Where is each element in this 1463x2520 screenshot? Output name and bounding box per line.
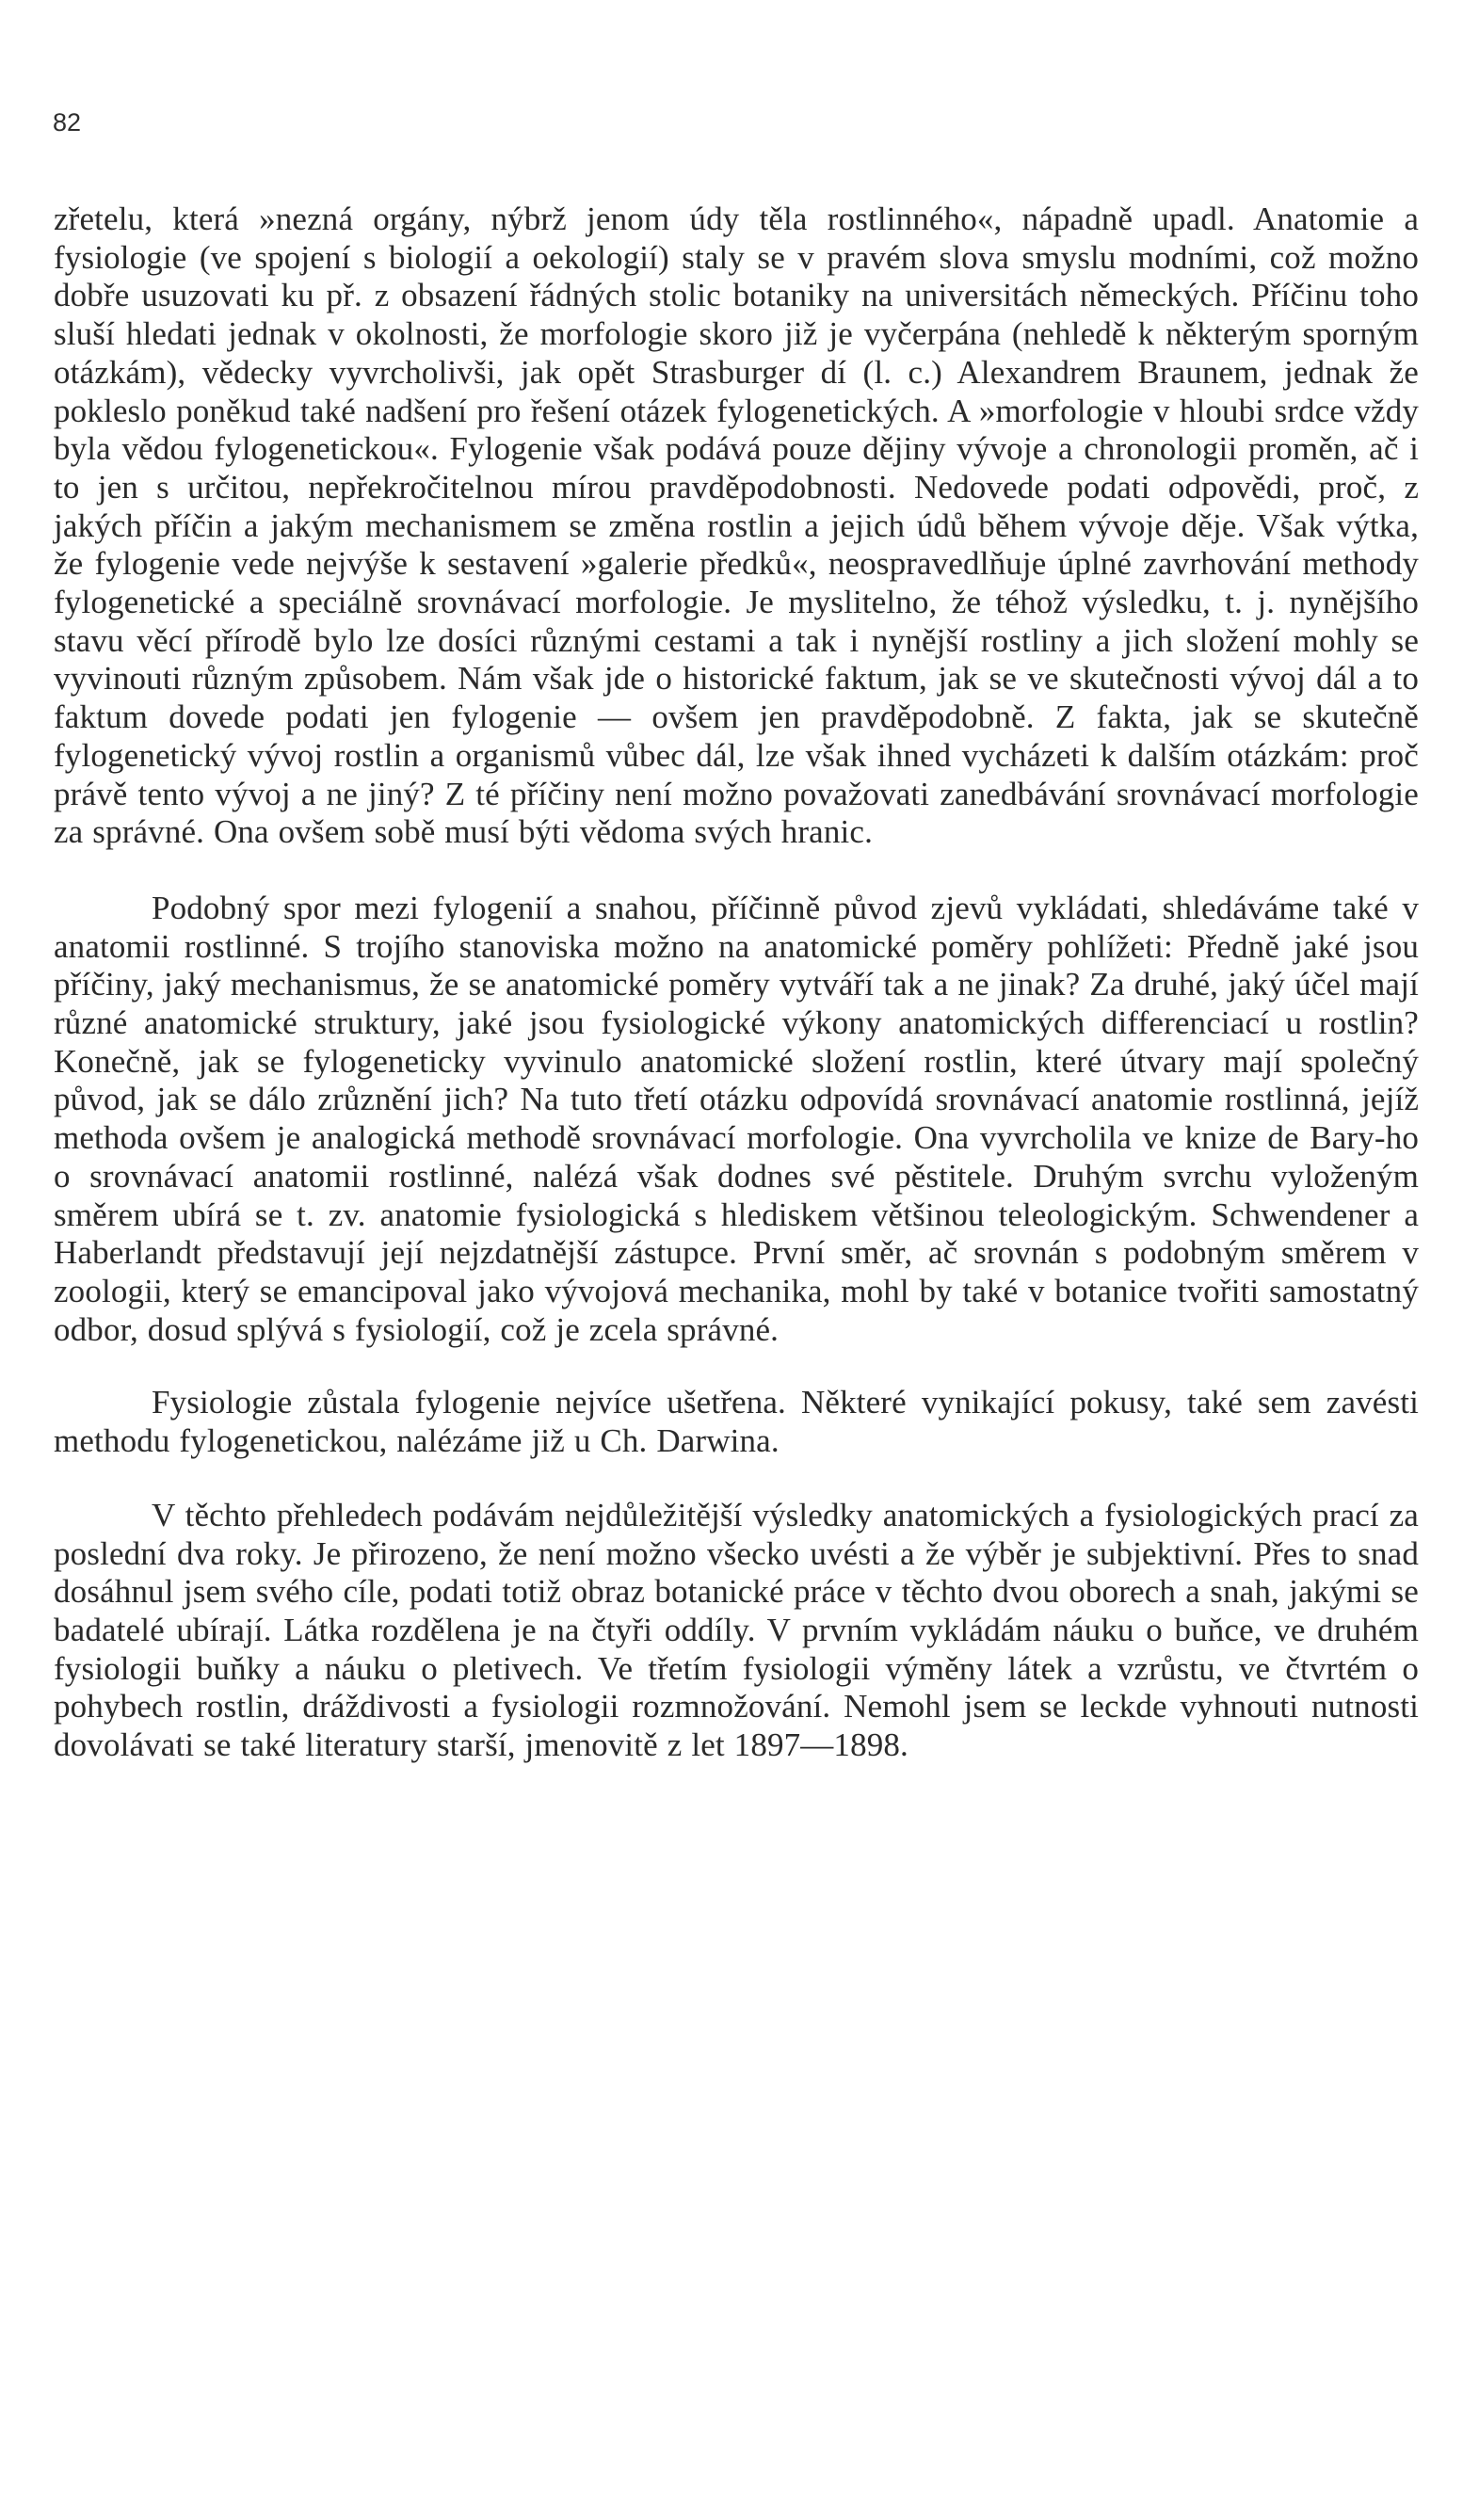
paragraph-2: Podobný spor mezi fylogenií a snahou, příčinně původ zjevů vykládati, shledáváme také v anatomii rostlinné. S trojího stanoviska možno na anatomické poměry pohlížeti: Předně jaké jsou příčiny, jaký mechanismus, že se anatomické poměry vytváří tak a ne jinak? Za druhé, jaký účel mají různé anatomické struktury, jaké jsou fysiologické výkony anatomických differenciací u rostlin? Konečně, jak se fylogeneticky vyvinulo anatomické složení rostlin, které útvary mají společný původ, jak se dálo zrůznění jich? Na tuto třetí otázku odpovídá srovnávací anatomie rostlinná, jejíž methoda ovšem je analogická methodě srovnávací morfologie. Ona vyvrcholila ve knize de Bary-ho o srovnávací anatomii rostlinné, nalézá však dodnes své pěstitele. Druhým svrchu vyloženým směrem ubírá se t. zv. anatomie fysiologická s hlediskem většinou teleologickým. Schwendener a Haberlandt představují její nejzdatnější zástupce. První směr, ač srovnán s podobným směrem v zoologii, který se emancipoval jako vývojová mechanika, mohl by také v botanice tvořiti samostatný odbor, dosud splývá s fysiologií, což je zcela správné.: [54, 889, 1419, 1348]
paragraph-1: zřetelu, která »nezná orgány, nýbrž jenom údy těla rostlinného«, nápadně upadl. Anatomie a fysiologie (ve spojení s biologií a oekologií) staly se v pravém slova smyslu modními, což možno dobře usuzovati ku př. z obsazení řádných stolic botaniky na universitách německých. Příčinu toho sluší hledati jednak v okolnosti, že morfologie skoro již je vyčerpána (nehledě k některým sporným otázkám), vědecky vyvrcholivši, jak opět Strasburger dí (l. c.) Alexandrem Braunem, jednak že pokleslo poněkud také nadšení pro řešení otázek fylogenetických. A »morfologie v hloubi srdce vždy byla vědou fylogenetickou«. Fylogenie však podává pouze dějiny vývoje a chronologii proměn, ač i to jen s určitou, nepřekročitelnou mírou pravděpodobnosti. Nedovede podati odpovědi, proč, z jakých příčin a jakým mechanismem se změna rostlin a jejich údů během vývoje děje. Však výtka, že fylogenie vede nejvýše k sestavení »galerie předků«, neospravedlňuje úplné zavrhování methody fylogenetické a speciálně srovnávací morfologie. Je myslitelno, že téhož výsledku, t. j. nynějšího stavu věcí přírodě bylo lze dosíci různými cestami a tak i nynější rostliny a jich složení mohly se vyvinouti různým způsobem. Nám však jde o historické faktum, jak se ve skutečnosti vývoj dál a to faktum dovede podati jen fylogenie — ovšem jen pravděpodobně. Z fakta, jak se skutečně fylogenetický vývoj rostlin a organismů vůbec dál, lze však ihned vycházeti k dalším otázkám: proč právě tento vývoj a ne jiný? Z té příčiny není možno považovati zanedbávání srovnávací morfologie za správné. Ona ovšem sobě musí býti vědoma svých hranic.: [54, 201, 1419, 851]
paragraph-4: V těchto přehledech podávám nejdůležitější výsledky anatomických a fysiologických prací za poslední dva roky. Je přirozeno, že není možno všecko uvésti a že výběr je subjektivní. Přes to snad dosáhnul jsem svého cíle, podati totiž obraz botanické práce v těchto dvou oborech a snah, jakými se badatelé ubírají. Látka rozdělena je na čtyři oddíly. V prvním vykládám náuku o buňce, ve druhém fysiologii buňky a náuku o pletivech. Ve třetím fysiologii výměny látek a vzrůstu, ve čtvrtém o pohybech rostlin, dráždivosti a fysiologii rozmnožování. Nemohl jsem se leckde vyhnouti nutnosti dovolávati se také literatury starší, jmenovitě z let 1897—1898.: [54, 1496, 1419, 1764]
body-text: [54, 201, 1419, 1765]
page-number: 82: [53, 108, 82, 136]
paragraph-3: Fysiologie zůstala fylogenie nejvíce ušetřena. Některé vynikající pokusy, také sem zavésti methodu fylogenetickou, nalézáme již u Ch. Darwina.: [54, 1384, 1419, 1460]
